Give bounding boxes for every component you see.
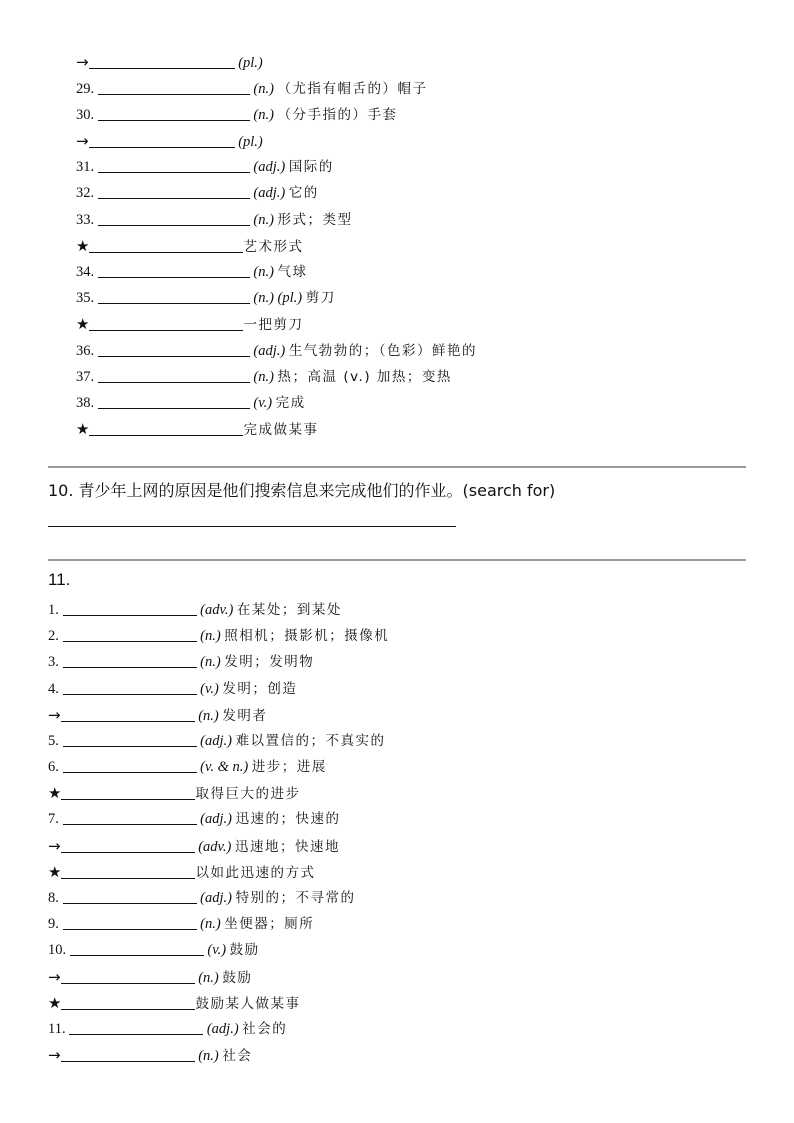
list-item	[48, 676, 297, 702]
list-item	[76, 311, 303, 337]
meaning: 鼓励	[222, 970, 253, 986]
list-item	[76, 259, 308, 285]
answer-blank[interactable]	[98, 392, 250, 409]
item-number: 1.	[48, 602, 59, 618]
list-item	[48, 964, 252, 990]
answer-blank[interactable]	[63, 730, 197, 747]
item-number: 36.	[76, 343, 95, 359]
item-number: 10.	[48, 942, 67, 958]
meaning: 热；高温 (v.) 加热；变热	[277, 369, 452, 385]
part-of-speech: (v. & n.)	[200, 759, 249, 775]
part-of-speech: (n.)	[253, 81, 274, 97]
star-icon: ★	[48, 994, 62, 1012]
item-number: 35.	[76, 290, 95, 306]
item-number: 9.	[48, 916, 59, 932]
list-item	[76, 154, 334, 180]
list-item	[76, 390, 306, 416]
list-item	[76, 76, 428, 102]
answer-blank[interactable]	[63, 913, 197, 930]
item-number: 2.	[48, 628, 59, 644]
answer-blank[interactable]	[89, 131, 235, 148]
meaning: 完成做某事	[243, 422, 319, 438]
list-item	[48, 833, 340, 859]
part-of-speech: (adj.)	[253, 185, 286, 201]
star-icon: ★	[76, 420, 90, 438]
part-of-speech: (n.)	[198, 1048, 219, 1064]
meaning: 剪刀	[305, 290, 336, 306]
answer-blank[interactable]	[98, 287, 250, 304]
item-number: 4.	[48, 681, 59, 697]
list-item	[48, 911, 314, 937]
meaning: 社会的	[242, 1021, 288, 1037]
answer-blank[interactable]	[98, 182, 250, 199]
answer-blank[interactable]	[69, 1018, 203, 1035]
list-item	[48, 990, 300, 1016]
arrow-icon: →	[48, 968, 61, 986]
meaning: 难以置信的；不真实的	[235, 733, 386, 749]
part-of-speech: (pl.)	[238, 134, 263, 150]
meaning: 发明；发明物	[224, 654, 315, 670]
meaning: 鼓励	[229, 942, 260, 958]
part-of-speech: (pl.)	[238, 55, 263, 71]
answer-line[interactable]	[48, 526, 456, 527]
list-item	[48, 649, 314, 675]
part-of-speech: (n.)	[253, 107, 274, 123]
meaning: 进步；进展	[251, 759, 327, 775]
question-11-title: 11.	[48, 570, 71, 589]
answer-blank[interactable]	[89, 236, 243, 253]
list-item	[76, 180, 319, 206]
meaning: （分手指的）手套	[277, 107, 398, 123]
answer-blank[interactable]	[98, 209, 250, 226]
arrow-icon: →	[76, 53, 89, 71]
item-number: 6.	[48, 759, 59, 775]
meaning: 一把剪刀	[243, 317, 304, 333]
part-of-speech: (n.)	[253, 264, 274, 280]
part-of-speech: (n.)	[200, 654, 221, 670]
arrow-icon: →	[48, 1046, 61, 1064]
list-item	[76, 338, 477, 364]
meaning: 发明；创造	[222, 681, 298, 697]
answer-blank[interactable]	[61, 993, 195, 1010]
list-item	[76, 364, 452, 390]
question-10-title: 10. 青少年上网的原因是他们搜索信息来完成他们的作业。(search for)	[48, 481, 556, 500]
item-number: 38.	[76, 395, 95, 411]
meaning: （尤指有帽舌的）帽子	[277, 81, 428, 97]
meaning: 生气勃勃的；（色彩）鲜艳的	[288, 343, 478, 359]
list-item	[48, 859, 315, 885]
answer-blank[interactable]	[63, 887, 197, 904]
part-of-speech: (adj.)	[206, 1021, 239, 1037]
meaning: 鼓励某人做某事	[195, 996, 301, 1012]
part-of-speech: (n.)	[253, 369, 274, 385]
list-item	[76, 416, 318, 442]
list-item	[48, 937, 260, 963]
meaning: 艺术形式	[243, 239, 304, 255]
answer-blank[interactable]	[70, 939, 204, 956]
meaning: 形式；类型	[277, 212, 353, 228]
part-of-speech: (v.)	[253, 395, 273, 411]
star-icon: ★	[76, 315, 90, 333]
star-icon: ★	[48, 863, 62, 881]
answer-blank[interactable]	[61, 836, 195, 853]
list-item	[48, 885, 356, 911]
answer-blank[interactable]	[63, 756, 197, 773]
item-number: 11.	[48, 1021, 66, 1037]
answer-blank[interactable]	[89, 314, 243, 331]
list-item	[48, 780, 300, 806]
list-item	[48, 623, 389, 649]
list-item	[48, 1016, 287, 1042]
answer-blank[interactable]	[63, 625, 197, 642]
answer-blank[interactable]	[61, 705, 195, 722]
arrow-icon: →	[76, 132, 89, 150]
item-number: 32.	[76, 185, 95, 201]
answer-blank[interactable]	[61, 862, 195, 879]
meaning: 以如此迅速的方式	[195, 865, 316, 881]
answer-blank[interactable]	[61, 967, 195, 984]
list-item	[48, 702, 267, 728]
list-item	[76, 207, 353, 233]
answer-blank[interactable]	[89, 419, 243, 436]
meaning: 坐便器；厕所	[224, 916, 315, 932]
part-of-speech: (adj.)	[200, 811, 232, 827]
item-number: 34.	[76, 264, 95, 280]
meaning: 取得巨大的进步	[195, 786, 301, 802]
arrow-icon: →	[48, 837, 61, 855]
answer-blank[interactable]	[98, 78, 250, 95]
part-of-speech: (v.)	[200, 681, 219, 697]
answer-blank[interactable]	[89, 52, 235, 69]
part-of-speech: (adj.)	[253, 343, 286, 359]
answer-blank[interactable]	[63, 599, 197, 616]
part-of-speech: (n.)	[253, 212, 274, 228]
part-of-speech: (adj.)	[200, 733, 232, 749]
part-of-speech: (adj.)	[200, 890, 232, 906]
answer-blank[interactable]	[98, 156, 250, 173]
meaning: 社会	[222, 1048, 253, 1064]
meaning: 气球	[277, 264, 308, 280]
part-of-speech: (adv.)	[200, 602, 234, 618]
answer-blank[interactable]	[63, 678, 197, 695]
answer-blank[interactable]	[63, 651, 197, 668]
item-number: 5.	[48, 733, 59, 749]
arrow-icon: →	[48, 706, 61, 724]
item-number: 33.	[76, 212, 95, 228]
item-number: 37.	[76, 369, 95, 385]
meaning: 特别的；不寻常的	[235, 890, 356, 906]
part-of-speech: (adj.)	[253, 159, 286, 175]
item-number: 8.	[48, 890, 59, 906]
answer-blank[interactable]	[98, 366, 250, 383]
meaning: 完成	[275, 395, 306, 411]
list-item	[76, 128, 263, 154]
answer-blank[interactable]	[98, 340, 250, 357]
list-item	[48, 806, 341, 832]
list-item	[48, 1042, 252, 1068]
part-of-speech: (v.)	[207, 942, 227, 958]
meaning: 国际的	[288, 159, 334, 175]
part-of-speech: (n.)	[200, 916, 221, 932]
list-item	[76, 233, 303, 259]
star-icon: ★	[76, 237, 90, 255]
meaning: 照相机；摄影机；摄像机	[224, 628, 390, 644]
meaning: 在某处；到某处	[236, 602, 342, 618]
answer-blank[interactable]	[61, 1045, 195, 1062]
list-item	[76, 49, 263, 75]
meaning: 发明者	[222, 708, 268, 724]
answer-blank[interactable]	[98, 104, 250, 121]
part-of-speech: (n.)	[200, 628, 221, 644]
section-divider	[48, 559, 746, 561]
part-of-speech: (n.)	[198, 970, 219, 986]
part-of-speech: (adv.)	[198, 839, 232, 855]
answer-blank[interactable]	[61, 783, 195, 800]
part-of-speech: (n.) (pl.)	[253, 290, 303, 306]
section-divider	[48, 466, 746, 468]
list-item	[76, 102, 398, 128]
answer-blank[interactable]	[63, 808, 197, 825]
item-number: 29.	[76, 81, 95, 97]
list-item	[76, 285, 336, 311]
part-of-speech: (n.)	[198, 708, 219, 724]
item-number: 7.	[48, 811, 59, 827]
meaning: 迅速的；快速的	[235, 811, 341, 827]
item-number: 30.	[76, 107, 95, 123]
list-item	[48, 754, 327, 780]
meaning: 迅速地；快速地	[234, 839, 340, 855]
answer-blank[interactable]	[98, 261, 250, 278]
item-number: 31.	[76, 159, 95, 175]
star-icon: ★	[48, 784, 62, 802]
list-item	[48, 597, 342, 623]
item-number: 3.	[48, 654, 59, 670]
list-item	[48, 728, 386, 754]
meaning: 它的	[288, 185, 319, 201]
